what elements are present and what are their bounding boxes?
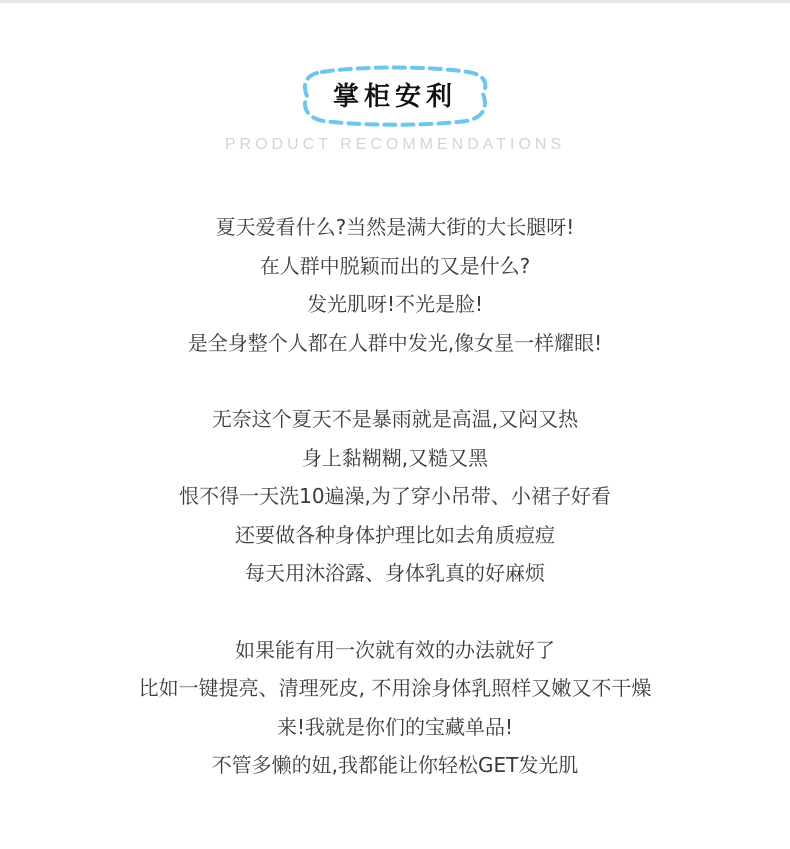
text-line: 每天用沐浴露、身体乳真的好麻烦 [245, 561, 545, 585]
page-subtitle: PRODUCT RECOMMENDATIONS [224, 136, 566, 153]
text-line: 是全身整个人都在人群中发光,像女星一样耀眼! [187, 330, 603, 355]
text-line: 发光肌呀!不光是脸! [306, 292, 484, 316]
text-line: 恨不得一天洗10遍澡,为了穿小吊带、小裙子好看 [179, 484, 611, 508]
top-divider [0, 0, 790, 3]
text-line: 不管多懒的妞,我都能让你轻松GET发光肌 [211, 753, 579, 777]
text-line: 还要做各种身体护理比如去角质痘痘 [235, 522, 555, 547]
text-line: 在人群中脱颖而出的又是什么? [259, 253, 531, 278]
text-line: 无奈这个夏天不是暴雨就是高温,又闷又热 [211, 407, 579, 431]
paragraph-3 [0, 631, 790, 785]
text-line: 如果能有用一次就有效的办法就好了 [235, 637, 555, 662]
text-line: 夏天爱看什么?当然是满大街的大长腿呀! [215, 215, 575, 239]
text-line: 身上黏糊糊,又糙又黑 [301, 445, 489, 470]
paragraph-2 [0, 400, 790, 593]
title-badge [300, 64, 490, 128]
paragraph-1 [0, 208, 790, 362]
article-body [0, 208, 790, 785]
section-header [0, 56, 790, 176]
text-line: 来!我就是你们的宝藏单品! [276, 714, 514, 739]
text-line: 比如一键提亮、清理死皮, 不用涂身体乳照样又嫩又不干燥 [138, 676, 652, 700]
page-title: 掌柜安利 [332, 82, 457, 112]
